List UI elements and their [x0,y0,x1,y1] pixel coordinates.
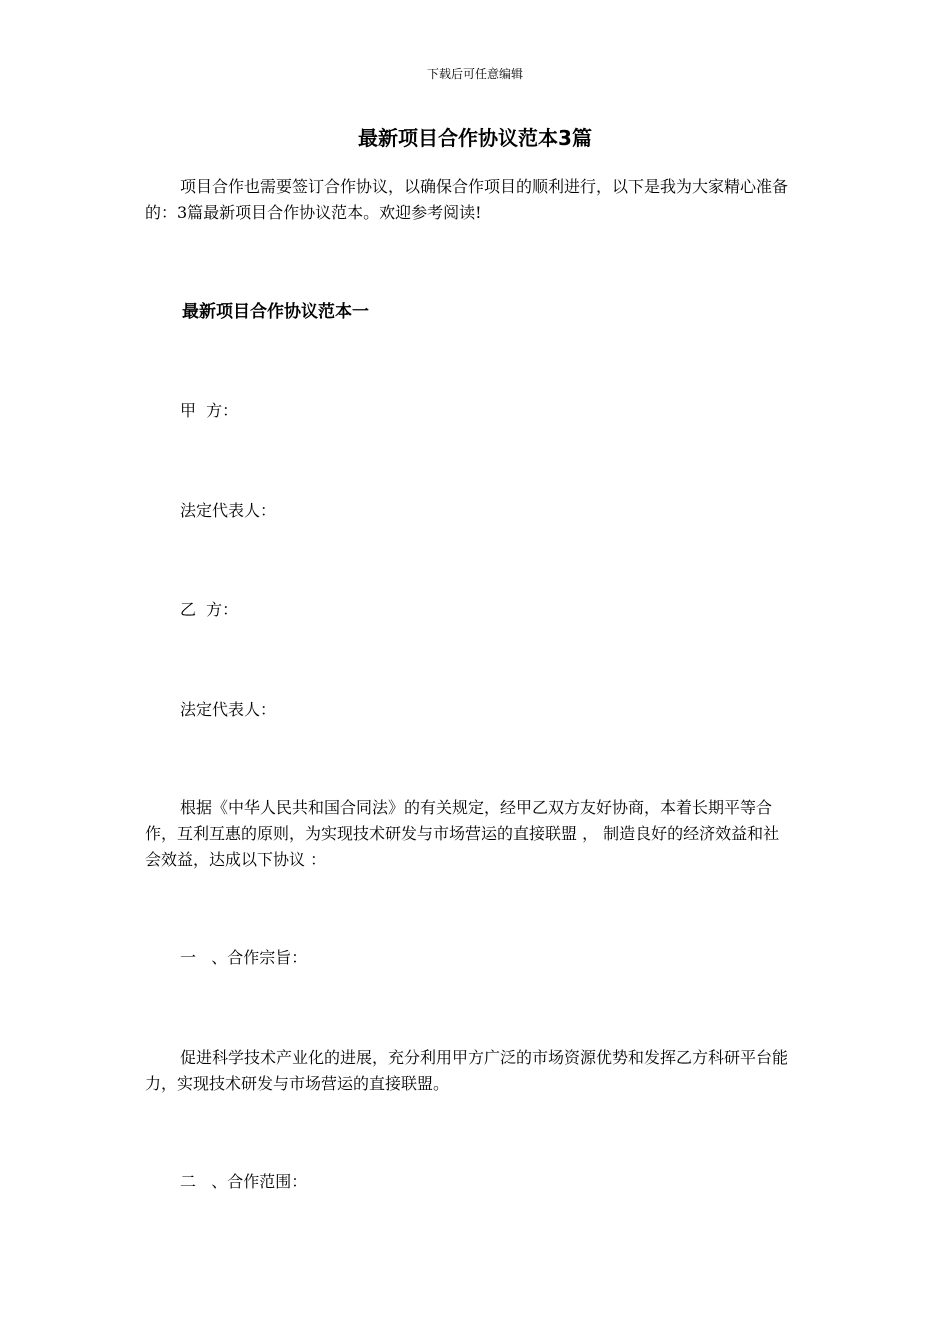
clause-2-heading: 二 、合作范围： [180,1172,308,1191]
clause-1-body: 促进科学技术产业化的进展，充分利用甲方广泛的市场资源优势和发挥乙方科研平台能力，实现技术研发与市场营运的直接联盟。 [145,1048,789,1093]
party-b-label: 乙 方： [180,600,239,619]
page-header-note: 下载后可任意编辑 [426,67,523,81]
party-a-representative-label: 法定代表人： [180,501,277,520]
preamble-paragraph: 根据《中华人民共和国合同法》的有关规定，经甲乙双方友好协商，本着长期平等合作，互利互惠的原则，为实现技术研发与市场营运的直接联盟 ， 制造良好的经济效益和社会效益，达成以下协议 ： [145,798,780,869]
party-b-representative-label: 法定代表人： [180,700,277,719]
party-a-label: 甲 方： [180,401,239,420]
clause-1-heading: 一 、合作宗旨： [180,948,308,967]
intro-paragraph: 项目合作也需要签订合作协议，以确保合作项目的顺利进行，以下是我为大家精心准备的：3篇最新项目合作协议范本。欢迎参考阅读! [145,177,789,222]
section-heading-1: 最新项目合作协议范本一 [182,302,369,322]
document-title: 最新项目合作协议范本3篇 [358,126,592,150]
